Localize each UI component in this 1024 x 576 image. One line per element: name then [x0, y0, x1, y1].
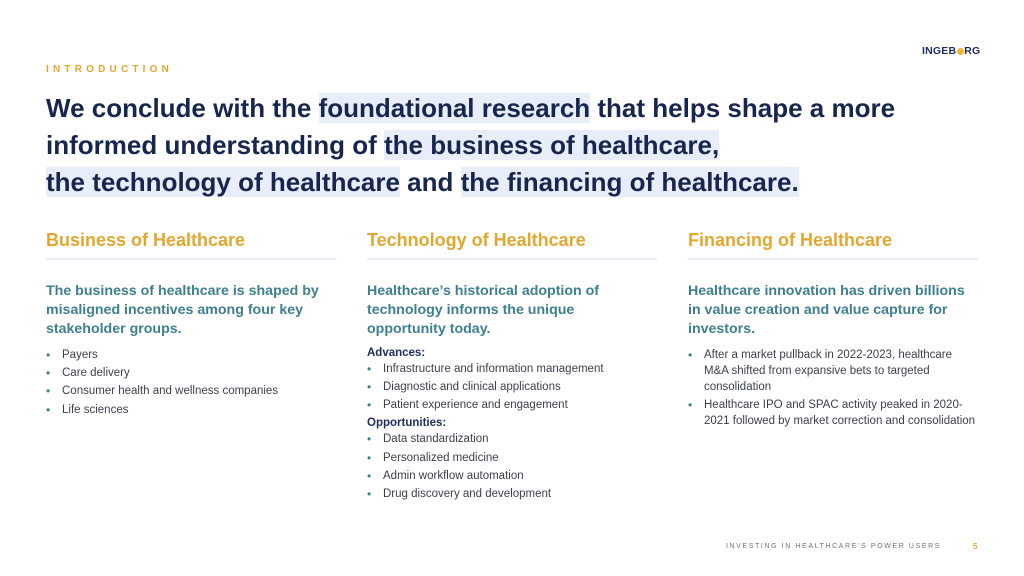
list-item-text: Personalized medicine — [383, 451, 499, 464]
list-item — [367, 379, 657, 395]
headline-part-1: We conclude with the — [46, 93, 319, 123]
list-item — [46, 383, 336, 399]
headline-part-4: and — [399, 167, 461, 197]
column-title: Business of Healthcare — [46, 230, 246, 250]
page-number: 5 — [973, 542, 978, 551]
list-item — [367, 486, 657, 502]
list-item-text: Consumer health and wellness companies — [62, 385, 279, 398]
list-item — [46, 347, 336, 363]
bullet-icon: • — [46, 366, 51, 381]
list-item — [46, 402, 336, 418]
logo-dot-icon — [957, 48, 964, 55]
list-item-text: Data standardization — [383, 433, 489, 446]
headline-highlight-business: the business of healthcare, — [384, 130, 720, 160]
list-item-text: Drug discovery and development — [383, 487, 552, 500]
opportunities-list — [367, 431, 657, 502]
bullet-icon: • — [367, 432, 372, 447]
ingeborg-logo — [922, 45, 980, 57]
headline-highlight-technology: the technology of healthcare — [46, 167, 400, 197]
column-business — [46, 228, 336, 422]
column-divider — [46, 258, 336, 260]
footer-text: INVESTING IN HEALTHCARE’S POWER USERS — [726, 543, 942, 550]
bullet-list — [46, 347, 336, 418]
list-item — [46, 365, 336, 381]
list-item-text: Diagnostic and clinical applications — [383, 381, 561, 394]
advances-label: Advances: — [367, 347, 426, 359]
column-divider — [688, 258, 978, 260]
page-headline — [46, 90, 926, 201]
section-eyebrow: INTRODUCTION — [46, 64, 174, 75]
headline-highlight-financing: the financing of healthcare. — [460, 167, 799, 197]
list-item — [367, 431, 657, 447]
bullet-icon: • — [367, 486, 372, 501]
bullet-icon: • — [367, 468, 372, 483]
list-item — [688, 347, 978, 395]
column-title: Technology of Healthcare — [367, 230, 586, 250]
list-item — [367, 450, 657, 466]
logo-text-right: RG — [964, 45, 981, 57]
column-financing — [688, 228, 978, 433]
bullet-icon: • — [688, 398, 693, 413]
column-lead: The business of healthcare is shaped by misaligned incentives among four key stakeholder groups. — [46, 283, 319, 337]
list-item-text: Life sciences — [62, 403, 129, 416]
bullet-icon: • — [46, 348, 51, 362]
column-lead: Healthcare’s historical adoption of technology informs the unique opportunity today. — [367, 283, 600, 337]
list-item — [367, 468, 657, 484]
list-item-text: Payers — [62, 349, 98, 361]
list-item-text: Infrastructure and information management — [383, 363, 604, 375]
bullet-list — [688, 347, 978, 429]
list-item — [367, 361, 657, 377]
headline-highlight-research: foundational research — [318, 93, 591, 123]
column-lead: Healthcare innovation has driven billions in value creation and value capture for investors. — [688, 283, 965, 337]
column-title: Financing of Healthcare — [688, 230, 893, 250]
headline-part-2: that helps shape a more informed understanding of — [46, 93, 896, 160]
bullet-icon: • — [367, 398, 372, 413]
column-technology — [367, 228, 657, 506]
list-item — [367, 397, 657, 413]
list-item-text: Admin workflow automation — [383, 469, 524, 482]
logo-text-left: INGEB — [922, 45, 957, 57]
bullet-icon: • — [688, 348, 693, 362]
list-item-text: Patient experience and engagement — [383, 399, 568, 412]
advances-list — [367, 361, 657, 413]
list-item-text: Healthcare IPO and SPAC activity peaked in 2020-2021 followed by market correction and consolidation — [704, 399, 976, 428]
bullet-icon: • — [46, 402, 51, 417]
opportunities-label: Opportunities: — [367, 417, 447, 430]
list-item-text: After a market pullback in 2022-2023, healthcare M&A shifted from expansive bets to targeted consolidation — [704, 349, 953, 393]
bullet-icon: • — [46, 384, 51, 399]
bullet-icon: • — [367, 450, 372, 465]
column-divider — [367, 258, 657, 260]
list-item-text: Care delivery — [62, 367, 130, 380]
bullet-icon: • — [367, 380, 372, 395]
list-item — [688, 397, 978, 429]
bullet-icon: • — [367, 362, 372, 376]
